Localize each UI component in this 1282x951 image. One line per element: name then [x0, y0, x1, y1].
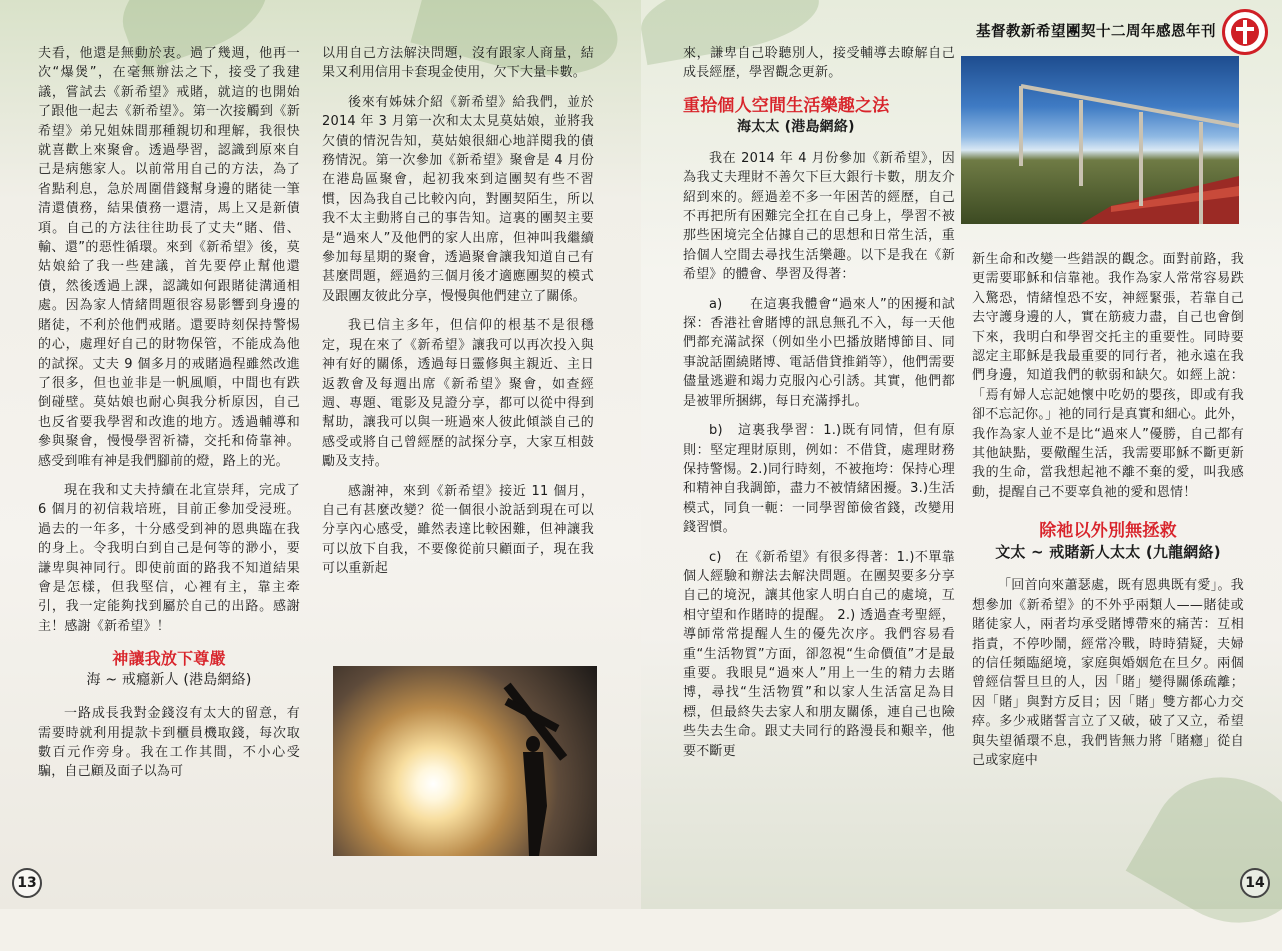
col2-paragraph: 後來有姊妹介紹《新希望》給我們，並於 2014 年 3 月第一次和太太見莫姑娘，並將我欠債的情況告知，莫姑娘很細心地詳閱我的債務情況。第一次參加《新希望》聚會是 4 月份在港島區聚會，起初我來到這團契有些不習慣，因為我自己比較內向，對團契陌生，所以我不太主動將自己的事告知。這裏的團契主要是“過來人”及他們的家人出席，但神叫我繼續參加每星期的聚會，透過聚會讓我知道自己有甚麼問題，經過約三個月後才適應團契的模式及跟團友彼此分享，慢慢與他們建立了關係。 [322, 94, 594, 304]
col2-paragraph: 我已信主多年，但信仰的根基不是很穩定，現在來了《新希望》讓我可以再次投入與神有好的關係，透過每日靈修與主親近、主日返教會及每週出席《新希望》聚會，如查經週、專題、電影及見證分享，都可以從中得到幫助，讓我可以與一班過來人彼此傾談自己的感受或將自己曾經歷的試探分享，大家互相鼓勵及支持。 [322, 318, 594, 470]
cross-icon [1243, 20, 1247, 44]
section-byline: 海太太 (港島網絡) [737, 118, 855, 135]
section-title: 重拾個人空間生活樂趣之法 [683, 95, 890, 116]
section-byline: 文太 ~ 戒賭新人太太 (九龍網絡) [995, 543, 1221, 562]
col3-paragraph: c) 在《新希望》有很多得著：1.)不單靠個人經驗和辦法去解決問題。在團契要多分享自己的境況，讓其他家人明白自己的處境，互相守望和作賭時的提醒。 2.) 透過查考聖經，導師常常提醒人生的優先次序。我們容易看重“生活物質”方面，卻忽視“生命價值”才是最重要。我眼見“過來人”用上一生的精力去賭博，尋找“生活物質”和以家人生活富足為目標，但最終失去家人和朋友關係，連自己也險些失去生命。跟丈夫同行的路漫長和艱辛，他要不斷更 [683, 549, 955, 759]
col3-paragraph: b) 這裏我學習：1.)既有同情，但有原則：堅定理財原則，例如：不借貸，處理財務保持警惕。2.)同行時刻，不被拖垮：保持心理和精神自我調節，盡力不被情緒困擾。3.)生活模式，同負一軛：一同學習節儉省錢，改變用錢習慣。 [683, 423, 955, 536]
boardwalk-sky-photo [961, 56, 1239, 224]
cross-silhouette-graphic [333, 666, 597, 856]
column-4 [972, 250, 1244, 864]
col2-paragraph: 以用自己方法解決問題，沒有跟家人商量，結果又利用信用卡套現金使用，欠下大量卡數。 [322, 46, 594, 81]
col3-paragraph: 來，謙卑自己聆聽別人，接受輔導去瞭解自己成長經歷，學習觀念更新。 [683, 46, 955, 81]
section-byline: 海 ~ 戒癮新人 (港島網絡) [86, 672, 252, 689]
col1-paragraph: 現在我和丈夫持續在北宣崇拜，完成了 6 個月的初信栽培班，目前正參加受浸班。過去的一年多，十分感受到神的恩典臨在我的身上。令我明白到自己是何等的渺小，要謙卑與神同行。即使前面的路我不知道結果會是怎樣，但我堅信，心裡有主，靠主牽引，我一定能夠找到屬於自己的出路。感謝主！感謝《新希望》！ [38, 482, 300, 634]
cross-silhouette-photo [333, 666, 597, 856]
col4-paragraph: 「回首向來蕭瑟處，既有恩典既有愛」。我想參加《新希望》的不外乎兩類人——賭徒或賭徒家人，兩者均承受賭博帶來的痛苦：互相指責，不停吵鬧，經常冷戰，時時猜疑，夫婦的信任頻臨絕境，家庭與婚姻危在旦夕。兩個曾經信誓旦旦的人，因「賭」變得關係疏離；因「賭」與對方反目；因「賭」雙方都心力交瘁。多少戒賭誓言立了又破，破了又立，希望與失望循環不息，我們皆無力將「賭癮」從自己或家庭中 [972, 578, 1244, 768]
page-header-title: 基督教新希望團契十二周年感恩年刊 [976, 24, 1216, 40]
column-3 [683, 44, 955, 864]
col1-paragraph: 一路成長我對金錢沒有太大的留意，有需要時就利用提款卡到櫃員機取錢，每次取數百元作旁身。我在工作其間，不小心受騙，自己顧及面子以為可 [38, 706, 300, 780]
page-number-left: 13 [12, 868, 42, 898]
col3-paragraph: 我在 2014 年 4 月份參加《新希望》，因為我丈夫理財不善欠下巨大銀行卡數，朋友介紹到來的。經過差不多一年困苦的經歷，自己不再把所有困難完全扛在自己身上，學習不被那些困境完全佔據自己的思想和日常生活，重拾個人空間去尋找生活樂趣。以下是我在《新希望》的體會、學習及得著： [683, 150, 955, 283]
boardwalk-graphic [961, 56, 1239, 224]
page-number-right: 14 [1240, 868, 1270, 898]
col2-paragraph: 感謝神，來到《新希望》接近 11 個月，自己有甚麼改變？從一個很小說話到現在可以分享內心感受，雖然表達比較困難，但神讓我可以放下自我，不要像從前只顧面子，現在我可以重新起 [322, 483, 594, 577]
col4-paragraph: 新生命和改變一些錯誤的觀念。面對前路，我更需要耶穌和信靠祂。我作為家人常常容易跌入驚恐，情緒惶恐不安，神經緊張，若靠自己去守護身邊的人，實在筋疲力盡，自己也會倒下來，我明白和學習交托主的重要性。同時要認定主耶穌是我最重要的同行者，祂永遠在我們身邊，知道我們的軟弱和缺欠。如經上說：「焉有婦人忘記她懷中吃奶的嬰孩，即或有我卻不忘記你。」祂的同行是真實和細心。此外，我作為家人並不是比“過來人”優勝，自己都有其他缺點，要儆醒生活，我需要耶穌不斷更新我的生命，當我想起祂不離不棄的愛，叫我感動，提醒自己不要辜負祂的愛和恩情！ [972, 252, 1244, 500]
new-hope-logo [1222, 9, 1268, 55]
column-1 [38, 44, 300, 864]
col1-paragraph: 夫看，他還是無動於衷。過了幾週，他再一次“爆煲”，在毫無辦法之下，接受了我建議，嘗試去《新希望》戒賭，就這的也開始了跟他一起去《新希望》。第一次接觸到《新希望》弟兄姐妹間那種親切和理解，我很快就喜歡上來聚會。透過學習，認識到原來自己是病態家人。以前常用自己的方法，為了省點利息，急於周圍借錢幫身邊的賭徒一筆清還債務，結果債務一還清，馬上又是新債項。自己的方法往往助長了丈夫“賭、借、輸、還”的惡性循環。來到《新希望》後，莫姑娘給了我一些建議，首先要停止幫他還債，然後透過上課，認識如何跟賭徒溝通相處。因為家人情緒問題很容易影響到身邊的賭徒，不利於他們戒賭。還要時刻保持警惕的心，處理好自己的財物保管，不能成為他的試探。丈夫 9 個多月的戒賭過程雖然改進了很多，但也並非是一帆風順，中間也有跌倒碰壁。莫姑娘也耐心與我分析原因，自己也反省要我學習和改進的地方。透過輔導和參與聚會，慢慢學習祈禱，交托和倚靠神。感受到唯有神是我們腳前的燈，路上的光。 [38, 46, 300, 469]
section-title: 神讓我放下尊嚴 [112, 649, 226, 669]
col3-paragraph: a) 在這裏我體會“過來人”的困擾和試探：香港社會賭博的訊息無孔不入，每一天他們都充滿試探（例如坐小巴播放賭博節目、同事說話圍繞賭博、電話借貸推銷等），他們需要儘量逃避和竭力克服內心引誘。其實，他們都是被罪所捆綁，每日充滿掙扎。 [683, 296, 955, 409]
section-title: 除祂以外別無拯救 [1039, 521, 1177, 542]
column-2 [322, 44, 594, 659]
cross-icon-bar [1236, 27, 1254, 31]
